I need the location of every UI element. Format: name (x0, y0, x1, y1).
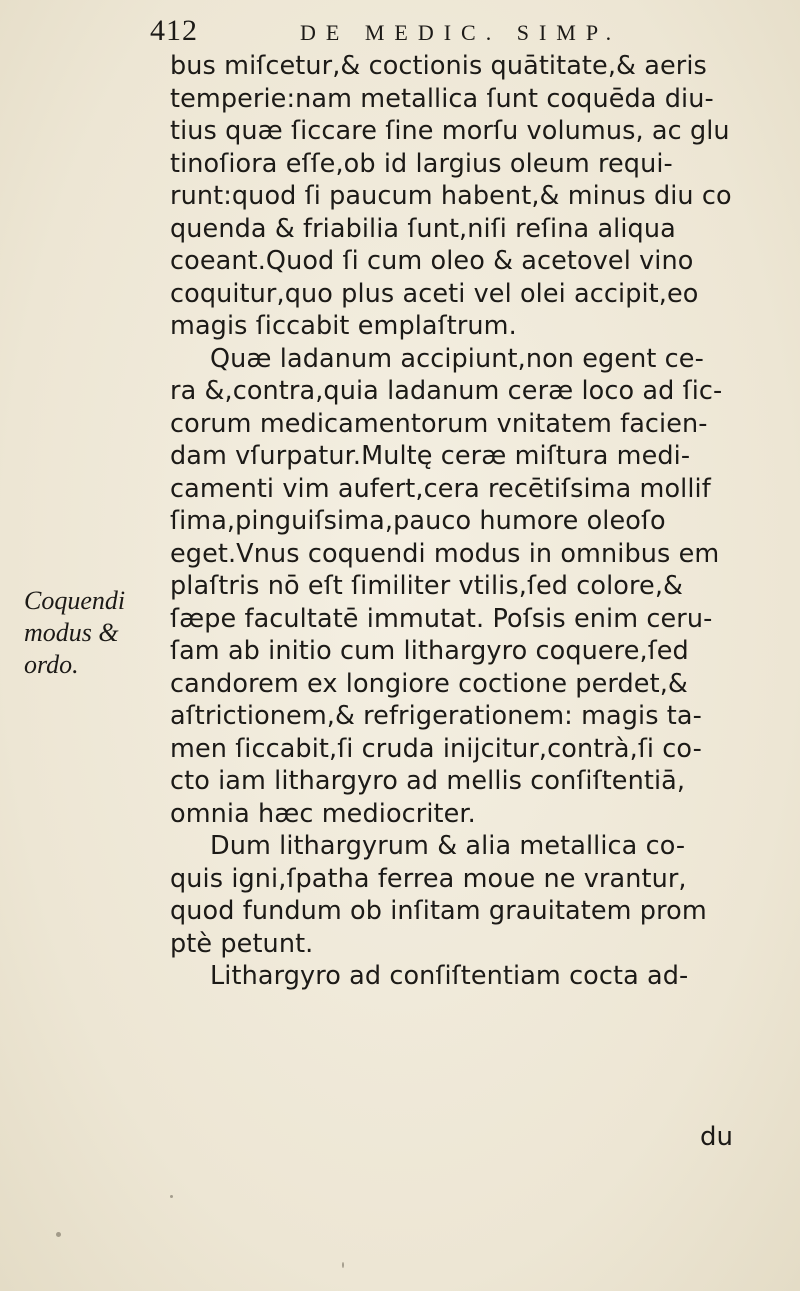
marginal-note (24, 585, 154, 681)
running-title: DE MEDIC. SIMP. (300, 20, 622, 45)
text-line: runt:quod ſi paucum habent,& minus diu co (170, 181, 732, 211)
text-line: eget.Vnus coquendi modus in omnibus em (170, 538, 720, 569)
marginal-note-line: ordo. (24, 650, 79, 679)
text-line: plaſtris nō eſt ſimiliter vtilis,ſed colore,& (170, 571, 684, 601)
text-line: cto iam lithargyro ad mellis conſiſtentiā, (170, 766, 686, 796)
text-line: candorem ex longiore coctione perdet,& (170, 668, 688, 699)
text-line: coquitur,quo plus aceti vel olei accipit,eo (170, 278, 699, 309)
running-head (150, 14, 710, 54)
text-line: Lithargyro ad conſiſtentiam cocta ad- (210, 961, 689, 991)
text-line: ra &,contra,quia ladanum ceræ loco ad ſic- (170, 376, 723, 406)
text-line: ſæpe facultatē immutat. Poſsis enim ceru- (170, 603, 713, 634)
ink-speck (342, 1262, 344, 1268)
text-line: tinoſiora eſſe,ob id largius oleum requi- (170, 148, 673, 179)
text-line: quod fundum ob inſitam grauitatem prom (170, 896, 707, 926)
text-line: temperie:nam metallica ſunt coquēda diu- (170, 83, 714, 114)
text-line: men ſiccabit,ſi cruda inijcitur,contrà,ſi co- (170, 733, 702, 764)
text-line: camenti vim aufert,cera recētiſsima mollif (170, 473, 711, 504)
text-line: magis ſiccabit emplaſtrum. (170, 311, 517, 341)
text-line: Dum lithargyrum & alia metallica co- (210, 831, 686, 861)
text-line: coeant.Quod ſi cum oleo & acetovel vino (170, 246, 694, 276)
page-number: 412 (150, 14, 198, 47)
text-line: corum medicamentorum vnitatem facien- (170, 408, 708, 439)
marginal-note-line: Coquendi (24, 586, 126, 615)
catchword: du (700, 1122, 733, 1152)
text-line: bus miſcetur,& coctionis quātitate,& aeris (170, 51, 707, 81)
text-line: ptè petunt. (170, 928, 314, 959)
text-line: Quæ ladanum accipiunt,non egent ce- (210, 343, 704, 374)
text-line: ſam ab initio cum lithargyro coquere,ſed (170, 636, 689, 666)
text-line: dam vſurpatur.Multę ceræ miſtura medi- (170, 441, 691, 471)
text-line: quis igni,ſpatha ferrea moue ne vrantur, (170, 863, 687, 894)
text-line: tius quæ ſiccare ſine morſu volumus, ac glu (170, 116, 730, 146)
ink-speck (170, 1195, 173, 1198)
text-line: ſima,pinguiſsima,pauco humore oleoſo (170, 506, 666, 536)
text-line: aſtrictionem,& refrigerationem: magis ta- (170, 701, 702, 731)
marginal-note-line: modus & (24, 618, 119, 647)
ink-speck (56, 1232, 61, 1237)
text-line: omnia hæc mediocriter. (170, 798, 476, 829)
body-text (170, 50, 770, 993)
text-line: quenda & friabilia ſunt,niſi reſina aliqua (170, 213, 676, 244)
